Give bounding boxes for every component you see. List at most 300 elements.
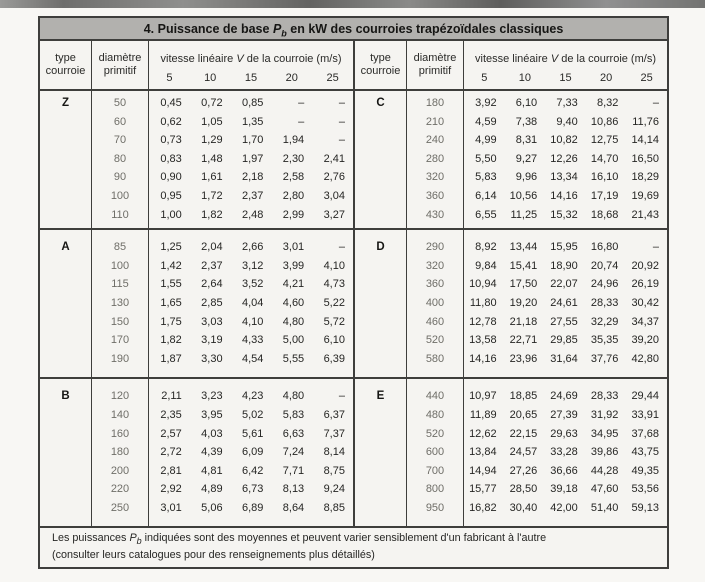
diameter-value: 430 — [425, 208, 445, 221]
power-value: 8,13 — [282, 483, 305, 496]
power-value: 15,77 — [469, 483, 497, 496]
power-row — [149, 131, 353, 150]
belt-power-table — [38, 16, 669, 569]
power-row — [464, 462, 667, 481]
power-value: 14,14 — [631, 134, 659, 147]
diameter-value: 200 — [110, 464, 130, 477]
power-value: 6,63 — [282, 427, 305, 440]
power-value: 13,44 — [509, 241, 538, 254]
diameter-value: 210 — [425, 115, 445, 128]
power-value: 4,10 — [241, 315, 264, 328]
speed-header-label: vitesse linéaire V de la courroie (m/s) — [160, 53, 342, 65]
power-row — [464, 387, 667, 406]
power-value: 5,02 — [241, 408, 264, 421]
diameter-value: 320 — [425, 171, 445, 184]
footnote-line1: Les puissances $P_b$ indiquées sont des moyennes et peuvent varier sensiblement d'un fabricant à l'autre — [52, 532, 547, 547]
power-value: 11,76 — [632, 115, 659, 128]
power-value: – — [298, 115, 305, 128]
title-text-prefix: 4. Puissance de base — [143, 22, 273, 36]
power-value: 7,38 — [515, 115, 538, 128]
power-value: 21,18 — [509, 315, 538, 328]
power-value: 0,72 — [201, 97, 223, 109]
power-value: 2,66 — [241, 241, 264, 254]
type-column-header — [40, 41, 92, 89]
power-value: 1,82 — [160, 334, 182, 347]
power-value: 3,01 — [160, 501, 182, 514]
power-value: 4,60 — [282, 296, 305, 309]
power-value: 4,21 — [282, 278, 305, 291]
power-value: 8,14 — [323, 446, 345, 459]
header-left-half — [40, 41, 353, 89]
diameter-value: 120 — [110, 390, 130, 403]
power-row — [149, 313, 353, 332]
diameter-value: 140 — [110, 408, 130, 421]
power-value: 36,66 — [550, 464, 578, 477]
power-row — [149, 443, 353, 462]
power-row — [464, 168, 667, 187]
velocity-symbol: V — [236, 53, 244, 65]
power-value: 2,11 — [161, 390, 182, 403]
speed-column-header — [464, 41, 667, 89]
power-value: 7,37 — [323, 427, 345, 440]
power-value: 19,20 — [509, 296, 538, 309]
power-row — [464, 275, 667, 294]
power-values-column — [464, 379, 667, 526]
power-row — [149, 257, 353, 276]
power-value: 2,04 — [201, 241, 223, 254]
power-value: 0,90 — [160, 171, 182, 184]
diameter-value: 150 — [110, 315, 130, 328]
power-row — [149, 294, 353, 313]
power-value: 9,84 — [475, 259, 497, 272]
type-header-line1: type — [370, 52, 391, 64]
diameter-header-line1: diamètre — [413, 52, 457, 64]
table-band-2 — [40, 230, 667, 379]
power-value: 2,72 — [160, 446, 182, 459]
belt-type-column — [355, 230, 407, 377]
power-value: 2,41 — [323, 152, 345, 165]
power-value: 32,29 — [590, 315, 619, 328]
diameter-value: 480 — [425, 408, 445, 421]
power-value: – — [298, 97, 305, 109]
power-value: 2,76 — [323, 171, 345, 184]
power-value: 3,95 — [201, 408, 223, 421]
belt-type-label: B — [61, 390, 70, 403]
diameter-value: 950 — [425, 501, 445, 514]
power-value: 39,86 — [590, 446, 619, 459]
diameter-column — [407, 91, 464, 228]
power-value: 8,85 — [323, 501, 345, 514]
diameter-column — [407, 379, 464, 526]
diameter-column — [92, 379, 149, 526]
power-value: 44,28 — [590, 464, 619, 477]
power-value: 39,20 — [631, 334, 659, 347]
power-value: – — [338, 390, 345, 403]
type-header-line1: type — [55, 52, 76, 64]
power-value: 34,95 — [590, 427, 619, 440]
diameter-value: 460 — [425, 315, 445, 328]
power-value: 8,32 — [596, 97, 619, 109]
power-value: 8,64 — [282, 501, 305, 514]
power-value: 2,18 — [241, 171, 264, 184]
power-values-column — [149, 379, 353, 526]
power-symbol: $P_b$ — [272, 22, 287, 39]
diameter-value: 180 — [425, 97, 445, 109]
power-value: 16,82 — [469, 501, 497, 514]
power-value: 12,78 — [469, 315, 497, 328]
diameter-value: 130 — [110, 296, 130, 309]
power-value: 5,55 — [282, 352, 305, 365]
power-row — [149, 499, 353, 518]
power-value: 2,57 — [160, 427, 182, 440]
power-value: 7,71 — [282, 464, 305, 477]
power-value: 5,72 — [323, 315, 345, 328]
power-value: 4,54 — [241, 352, 264, 365]
belt-type-label: D — [376, 241, 385, 254]
belt-type-label: E — [376, 390, 385, 403]
power-value: 42,00 — [550, 501, 578, 514]
power-value: 1,48 — [201, 152, 223, 165]
power-value: 1,42 — [160, 259, 182, 272]
power-value: 2,92 — [160, 483, 182, 496]
power-value: 11,89 — [469, 408, 497, 421]
power-value: 4,73 — [323, 278, 345, 291]
power-value: 35,35 — [590, 334, 619, 347]
power-value: 5,22 — [323, 296, 345, 309]
power-value: 6,42 — [241, 464, 264, 477]
power-value: 6,37 — [323, 408, 345, 421]
header-right-half — [353, 41, 667, 89]
power-value: 3,19 — [201, 334, 223, 347]
group-Z — [40, 91, 353, 228]
diameter-value: 440 — [425, 390, 445, 403]
power-row — [149, 331, 353, 350]
power-value: 1,72 — [201, 189, 223, 202]
power-value: 1,97 — [241, 152, 264, 165]
power-value: 1,70 — [241, 134, 264, 147]
diameter-column-header — [92, 41, 149, 89]
power-row — [149, 387, 353, 406]
power-values-column — [464, 230, 667, 377]
power-value: 28,33 — [590, 296, 619, 309]
power-row — [464, 331, 667, 350]
power-value: 26,19 — [631, 278, 659, 291]
power-value: 3,23 — [201, 390, 223, 403]
speed-tick: 10 — [518, 72, 532, 84]
diameter-value: 90 — [113, 171, 127, 184]
power-value: 10,97 — [469, 390, 497, 403]
power-value: 30,40 — [509, 501, 538, 514]
power-value: 3,27 — [323, 208, 345, 221]
power-value: 47,60 — [590, 483, 619, 496]
speed-tick: 5 — [166, 72, 173, 84]
power-value: 6,10 — [515, 97, 538, 109]
power-value: 43,75 — [631, 446, 659, 459]
power-value: 13,34 — [550, 171, 578, 184]
power-value: 0,73 — [160, 134, 182, 147]
diameter-header-line2: primitif — [103, 65, 137, 77]
diameter-value: 170 — [110, 334, 130, 347]
diameter-value: 70 — [113, 134, 127, 147]
table-band-1 — [40, 91, 667, 230]
diameter-value: 290 — [425, 241, 445, 254]
table-band-3 — [40, 379, 667, 528]
power-value: 9,40 — [556, 115, 578, 128]
diameter-value: 360 — [425, 278, 445, 291]
power-value: 39,18 — [550, 483, 578, 496]
power-value: 22,71 — [509, 334, 538, 347]
speed-tick-row — [149, 67, 353, 89]
power-value: 24,57 — [509, 446, 538, 459]
power-value: 23,96 — [509, 352, 538, 365]
power-value: 16,80 — [590, 241, 619, 254]
power-value: 3,01 — [282, 241, 305, 254]
power-row — [464, 257, 667, 276]
power-value: 2,80 — [282, 189, 305, 202]
diameter-column-header — [407, 41, 464, 89]
table-footnote — [40, 528, 667, 566]
speed-tick: 15 — [559, 72, 572, 84]
power-value: 4,59 — [475, 115, 497, 128]
power-value: 6,89 — [241, 501, 264, 514]
power-value: 11,25 — [510, 208, 538, 221]
power-row — [464, 480, 667, 499]
power-value: 1,61 — [201, 171, 223, 184]
power-value: 4,23 — [241, 390, 264, 403]
power-value: 0,95 — [160, 189, 182, 202]
power-value: 5,61 — [241, 427, 264, 440]
power-value: 3,92 — [475, 97, 497, 109]
power-value: 20,74 — [590, 259, 619, 272]
table-header-row — [40, 41, 667, 91]
power-row — [464, 238, 667, 257]
diameter-value: 100 — [110, 189, 130, 202]
power-value: 6,09 — [241, 446, 264, 459]
speed-tick: 20 — [599, 72, 613, 84]
power-value: 27,55 — [550, 315, 578, 328]
power-value: 2,64 — [201, 278, 223, 291]
power-value: 6,14 — [475, 189, 497, 202]
power-row — [464, 187, 667, 206]
diameter-value: 220 — [110, 483, 130, 496]
power-value: 2,37 — [201, 259, 223, 272]
power-value: 33,28 — [550, 446, 578, 459]
power-value: 4,80 — [282, 315, 305, 328]
power-value: 2,81 — [160, 464, 182, 477]
power-value: 28,50 — [509, 483, 538, 496]
power-row — [464, 425, 667, 444]
power-value: 1,05 — [201, 115, 223, 128]
footnote-line2: (consulter leurs catalogues pour des renseignements plus détaillés) — [52, 548, 375, 561]
power-value: 10,82 — [550, 134, 578, 147]
power-value: 28,33 — [590, 390, 619, 403]
power-value: 24,61 — [550, 296, 578, 309]
power-row — [464, 406, 667, 425]
diameter-value: 600 — [425, 446, 445, 459]
power-value: 2,30 — [282, 152, 305, 165]
group-A — [40, 230, 353, 377]
group-E — [353, 379, 667, 526]
power-row — [464, 350, 667, 369]
diameter-header-line2: primitif — [418, 65, 452, 77]
power-value: 33,91 — [631, 408, 659, 421]
power-value: 14,94 — [469, 464, 497, 477]
power-value: 34,37 — [631, 315, 659, 328]
power-value: 1,25 — [160, 241, 182, 254]
scan-artifact-band — [0, 0, 705, 8]
belt-type-column — [355, 91, 407, 228]
power-value: 15,32 — [550, 208, 578, 221]
power-value: – — [652, 241, 659, 254]
diameter-column — [407, 230, 464, 377]
power-value: – — [652, 97, 659, 109]
power-value: 29,63 — [550, 427, 578, 440]
power-value: 15,41 — [509, 259, 538, 272]
power-row — [464, 294, 667, 313]
power-value: 29,85 — [550, 334, 578, 347]
power-value: 2,99 — [282, 208, 305, 221]
power-value: 22,07 — [550, 278, 578, 291]
power-value: 30,42 — [631, 296, 659, 309]
power-value: 1,82 — [201, 208, 223, 221]
power-value: 11,80 — [469, 296, 497, 309]
power-value: 5,83 — [475, 171, 497, 184]
table-title — [40, 18, 667, 41]
speed-column-header — [149, 41, 353, 89]
diameter-value: 700 — [425, 464, 445, 477]
power-row — [464, 499, 667, 518]
power-value: 1,94 — [282, 134, 305, 147]
power-row — [149, 206, 353, 225]
power-value: 31,92 — [590, 408, 619, 421]
power-value: 19,69 — [631, 189, 659, 202]
group-D — [353, 230, 667, 377]
speed-header-label: vitesse linéaire V de la courroie (m/s) — [475, 53, 656, 65]
power-value: 1,65 — [160, 296, 182, 309]
power-value: 20,65 — [509, 408, 538, 421]
power-value: 4,04 — [241, 296, 264, 309]
belt-type-column — [40, 91, 92, 228]
power-value: 4,33 — [241, 334, 264, 347]
power-value: 3,52 — [241, 278, 264, 291]
power-value: 2,37 — [241, 189, 264, 202]
power-row — [464, 443, 667, 462]
power-value: 3,12 — [241, 259, 264, 272]
diameter-value: 80 — [113, 152, 127, 165]
power-value: 21,43 — [631, 208, 659, 221]
power-value: 49,35 — [631, 464, 659, 477]
power-value: 6,39 — [323, 352, 345, 365]
power-value: 6,73 — [241, 483, 264, 496]
power-value: 18,90 — [550, 259, 578, 272]
type-header-line2: courroie — [45, 65, 86, 77]
diameter-value: 520 — [425, 427, 445, 440]
type-header-line2: courroie — [360, 65, 401, 77]
diameter-value: 520 — [425, 334, 445, 347]
power-value: 42,80 — [631, 352, 659, 365]
speed-tick: 5 — [481, 72, 488, 84]
power-value: – — [338, 97, 345, 109]
power-value: 24,69 — [550, 390, 578, 403]
diameter-value: 580 — [425, 352, 445, 365]
power-value: 14,70 — [590, 152, 619, 165]
power-value: 14,16 — [550, 189, 578, 202]
power-row — [149, 480, 353, 499]
power-values-column — [149, 230, 353, 377]
power-value: – — [338, 134, 345, 147]
title-text-suffix: en kW des courroies trapézoïdales classiques — [286, 22, 564, 36]
power-value: 27,39 — [550, 408, 578, 421]
power-value: 0,62 — [160, 115, 182, 128]
power-value: 17,50 — [509, 278, 538, 291]
power-row — [149, 187, 353, 206]
group-C — [353, 91, 667, 228]
power-value: 3,04 — [323, 189, 345, 202]
power-value: 2,58 — [282, 171, 305, 184]
speed-tick: 20 — [285, 72, 298, 84]
power-value: 12,26 — [550, 152, 578, 165]
diameter-value: 85 — [113, 241, 127, 254]
speed-tick: 25 — [326, 72, 339, 84]
diameter-value: 110 — [111, 208, 129, 221]
power-value: 7,24 — [282, 446, 305, 459]
power-value: 22,15 — [509, 427, 538, 440]
power-value: 6,10 — [323, 334, 345, 347]
power-value: 4,80 — [282, 390, 305, 403]
diameter-value: 280 — [425, 152, 445, 165]
belt-type-column — [355, 379, 407, 526]
power-value: 4,39 — [201, 446, 223, 459]
power-value: 10,56 — [509, 189, 538, 202]
power-row — [149, 113, 353, 132]
belt-type-column — [40, 230, 92, 377]
power-value: 12,75 — [590, 134, 619, 147]
power-row — [464, 150, 667, 169]
belt-type-label: A — [61, 241, 70, 254]
power-value: – — [338, 115, 345, 128]
velocity-symbol: V — [550, 53, 559, 65]
power-row — [149, 94, 353, 113]
diameter-value: 100 — [110, 259, 130, 272]
power-value: 18,29 — [631, 171, 659, 184]
power-value: 3,30 — [201, 352, 223, 365]
power-value: 2,35 — [160, 408, 182, 421]
speed-tick: 15 — [244, 72, 258, 84]
power-value: 5,83 — [282, 408, 305, 421]
power-row — [149, 350, 353, 369]
power-row — [149, 238, 353, 257]
power-value: 4,03 — [201, 427, 223, 440]
power-value: 1,00 — [160, 208, 182, 221]
power-value: 17,19 — [590, 189, 619, 202]
speed-tick-row — [464, 67, 667, 89]
power-symbol: $P_b$ — [129, 532, 142, 547]
power-value: 14,16 — [469, 352, 497, 365]
diameter-value: 400 — [425, 296, 445, 309]
speed-tick: 25 — [640, 72, 653, 84]
power-value: 53,56 — [631, 483, 659, 496]
power-value: 5,06 — [201, 501, 223, 514]
power-value: 31,64 — [550, 352, 578, 365]
power-value: – — [338, 241, 345, 254]
power-value: 2,85 — [201, 296, 223, 309]
power-row — [464, 131, 667, 150]
power-value: 3,99 — [282, 259, 305, 272]
diameter-value: 50 — [113, 97, 127, 109]
power-value: 24,96 — [590, 278, 619, 291]
power-value: 18,85 — [509, 390, 538, 403]
power-value: 1,55 — [160, 278, 182, 291]
